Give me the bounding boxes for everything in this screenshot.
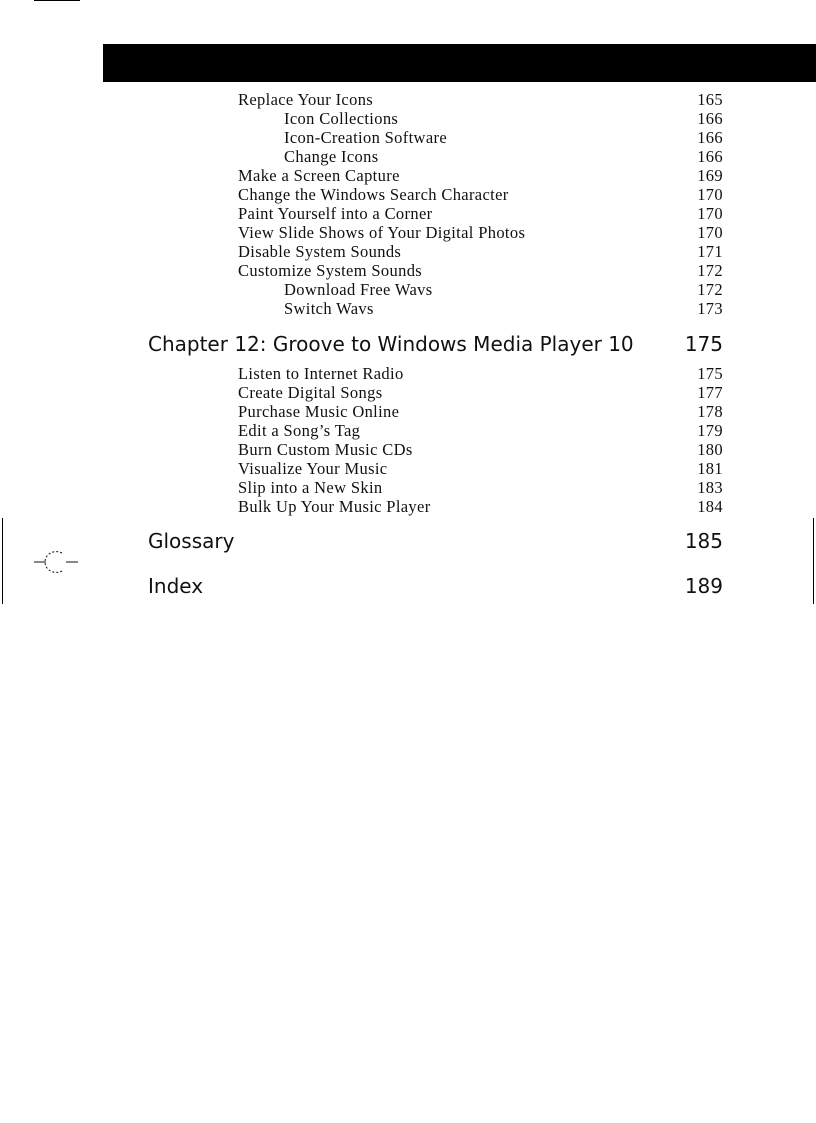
glossary-heading[interactable]	[148, 528, 723, 554]
toc-entry-page: 169	[697, 166, 723, 185]
toc-entry-page: 183	[697, 478, 723, 497]
toc-entry-page: 166	[697, 147, 723, 166]
chapter-title: Chapter 12: Groove to Windows Media Player 10	[148, 332, 634, 356]
toc-entry-title: Download Free Wavs	[284, 280, 433, 299]
toc-entry-title: Change the Windows Search Character	[238, 185, 509, 204]
toc-entry[interactable]	[238, 166, 723, 185]
toc-entry-page: 170	[697, 185, 723, 204]
right-crop-mark	[813, 518, 814, 604]
toc-entry-page: 172	[697, 280, 723, 299]
toc-entry-page: 166	[697, 109, 723, 128]
toc-entry-title: Icon-Creation Software	[284, 128, 448, 147]
toc-entry[interactable]	[238, 383, 723, 402]
toc-entry[interactable]	[238, 223, 723, 242]
toc-entry-page: 170	[697, 204, 723, 223]
toc-entry-title: Slip into a New Skin	[238, 478, 383, 497]
toc-subentry[interactable]	[238, 109, 723, 128]
toc-entry[interactable]	[238, 90, 723, 109]
toc-entry[interactable]	[238, 440, 723, 459]
registration-mark-icon	[34, 550, 78, 574]
toc-entry-page: 178	[697, 402, 723, 421]
toc-entry[interactable]	[238, 204, 723, 223]
toc-entry-title: Make a Screen Capture	[238, 166, 400, 185]
toc-entry-title: Replace Your Icons	[238, 90, 374, 109]
toc-entry-title: Bulk Up Your Music Player	[238, 497, 431, 516]
toc-entry-page: 166	[697, 128, 723, 147]
left-crop-mark	[2, 518, 3, 604]
toc-entry-title: Edit a Song’s Tag	[238, 421, 361, 440]
glossary-page: 185	[684, 529, 723, 553]
toc-entry-title: Customize System Sounds	[238, 261, 423, 280]
toc-subentry[interactable]	[238, 128, 723, 147]
toc-entry-title: Switch Wavs	[284, 299, 374, 318]
index-heading[interactable]	[148, 573, 723, 599]
toc-entry-page: 184	[697, 497, 723, 516]
toc-entry-page: 181	[697, 459, 723, 478]
toc-entry-page: 170	[697, 223, 723, 242]
toc-entry-page: 179	[697, 421, 723, 440]
toc-entry[interactable]	[238, 478, 723, 497]
toc-entry-page: 180	[697, 440, 723, 459]
toc-entry-page: 172	[697, 261, 723, 280]
toc-entry-title: Visualize Your Music	[238, 459, 388, 478]
toc-subentry[interactable]	[238, 299, 723, 318]
toc-entry-page: 165	[697, 90, 723, 109]
toc-entry-title: Change Icons	[284, 147, 379, 166]
toc-entry-page: 173	[697, 299, 723, 318]
chapter-page: 175	[684, 332, 723, 356]
toc-entry[interactable]	[238, 459, 723, 478]
toc-entry[interactable]	[238, 261, 723, 280]
toc-entry-title: Burn Custom Music CDs	[238, 440, 413, 459]
glossary-title: Glossary	[148, 529, 235, 553]
toc-entry-title: Icon Collections	[284, 109, 399, 128]
toc-entry-page: 177	[697, 383, 723, 402]
toc-entry[interactable]	[238, 402, 723, 421]
chapter-12-heading[interactable]	[148, 331, 723, 357]
toc-entry-title: Paint Yourself into a Corner	[238, 204, 433, 223]
toc-entry[interactable]	[238, 497, 723, 516]
top-crop-mark	[34, 0, 80, 1]
toc-entry[interactable]	[238, 364, 723, 383]
toc-entry-title: Disable System Sounds	[238, 242, 402, 261]
toc-entry-page: 171	[697, 242, 723, 261]
toc-entry[interactable]	[238, 185, 723, 204]
index-title: Index	[148, 574, 204, 598]
toc-entry-title: Listen to Internet Radio	[238, 364, 404, 383]
toc-subentry[interactable]	[238, 280, 723, 299]
black-header-bar	[103, 44, 816, 82]
toc-entry-title: Create Digital Songs	[238, 383, 383, 402]
toc-entry[interactable]	[238, 421, 723, 440]
toc-entry-title: View Slide Shows of Your Digital Photos	[238, 223, 526, 242]
toc-entry-page: 175	[697, 364, 723, 383]
toc-entry[interactable]	[238, 242, 723, 261]
index-page: 189	[684, 574, 723, 598]
toc-entry-title: Purchase Music Online	[238, 402, 400, 421]
toc-subentry[interactable]	[238, 147, 723, 166]
